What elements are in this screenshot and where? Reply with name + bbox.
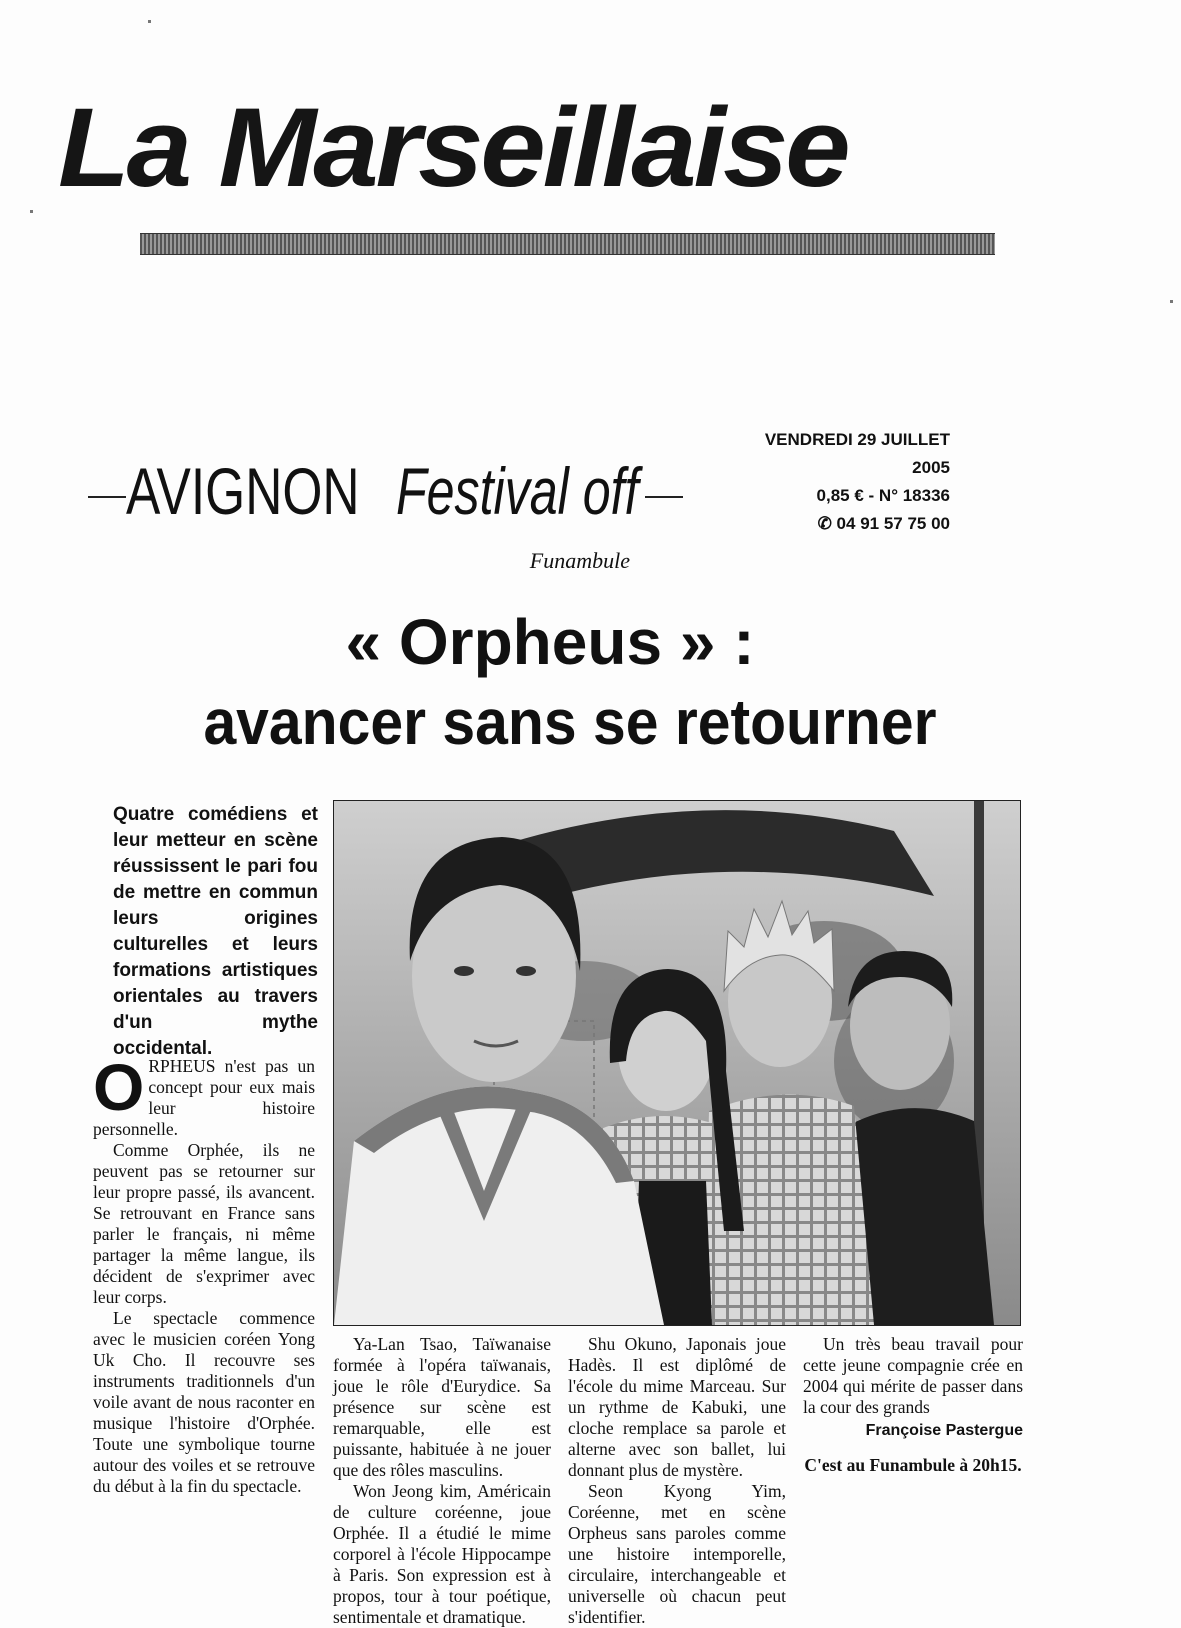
paragraph-1-text: RPHEUS n'est pas un concept pour eux mais leur histoire personnelle.	[93, 1056, 315, 1139]
headline-line-1: « Orpheus » :	[345, 606, 755, 678]
article-column-1	[93, 1050, 315, 1497]
section-venue: Funambule	[529, 548, 630, 573]
paragraph-2: Comme Orphée, ils ne peuvent pas se retourner sur leur propre passé, ils avancent. Se retrouvant en France sans parler le français, ni même partager la même langue, ils décident de s'exprimer avec leur corps.	[93, 1140, 315, 1307]
paragraph-7: Seon Kyong Yim, Coréenne, met en scène Orpheus sans paroles comme une histoire intemporelle, circulaire, interchangeable et universelle où chacun peut s'identifier.	[568, 1481, 786, 1627]
issue-price-number: 0,85 € - N° 18336	[816, 486, 950, 505]
scan-speck	[1170, 300, 1173, 303]
paragraph-5: Won Jeong kim, Américain de culture coréenne, joue Orphée. Il a étudié le mime corporel à l'école Hippocampe à Paris. Son expression est à propos, tour à tour poétique, sentimentale et dramatique.	[333, 1481, 551, 1627]
lead-paragraph: Quatre comédiens et leur metteur en scène réussissent le pari fou de mettre en commun leurs origines culturelles et leurs formations artistiques orientales au travers d'un mythe occidental.	[113, 804, 318, 1059]
paragraph-1	[93, 1050, 315, 1140]
section-dash-right	[645, 496, 683, 498]
article-column-2	[333, 1334, 551, 1628]
section-festival: Festival off	[395, 454, 639, 528]
section-city: AVIGNON	[126, 454, 360, 528]
paragraph-6: Shu Okuno, Japonais joue Hadès. Il est diplômé de l'école du mime Marceau. Sur un rythme de Kabuki, une cloche remplace sa parole et alterne avec son ballet, lui donnant plus de mystère.	[568, 1334, 786, 1480]
section-header	[88, 454, 668, 528]
issue-phone: ✆ 04 91 57 75 00	[817, 514, 950, 533]
article-column-3	[568, 1334, 786, 1628]
photo-illustration	[334, 801, 1020, 1325]
article-column-4	[803, 1334, 1023, 1476]
issue-date: VENDREDI 29 JUILLET 2005	[764, 430, 950, 477]
paragraph-8: Un très beau travail pour cette jeune compagnie crée en 2004 qui mérite de passer dans la cour des grands	[803, 1334, 1023, 1417]
masthead-rule	[140, 233, 995, 255]
article-photo	[333, 800, 1021, 1326]
paragraph-4: Ya-Lan Tsao, Taïwanaise formée à l'opéra taïwanais, joue le rôle d'Eurydice. Sa présence sur scène est remarquable, elle est puissante, habituée à ne jouer que des rôles masculins.	[333, 1334, 551, 1480]
paragraph-3: Le spectacle commence avec le musicien coréen Yong Uk Cho. Il recouvre ses instruments traditionnels d'un voile avant de nous raconter en musique l'histoire d'Orphée. Toute une symbolique tourne autour des voiles et se retrouve du début à la fin du spectacle.	[93, 1308, 315, 1496]
scan-speck	[148, 20, 151, 23]
drop-cap: O	[93, 1050, 145, 1124]
closing-line: C'est au Funambule à 20h15.	[804, 1455, 1022, 1475]
headline-line-2: avancer sans se retourner	[203, 686, 937, 758]
scan-speck	[30, 210, 33, 213]
issue-info	[730, 426, 950, 538]
section-dash-left	[88, 496, 126, 498]
article-author: Françoise Pastergue	[865, 1422, 1023, 1439]
newspaper-masthead: La Marseillaise	[58, 85, 848, 210]
